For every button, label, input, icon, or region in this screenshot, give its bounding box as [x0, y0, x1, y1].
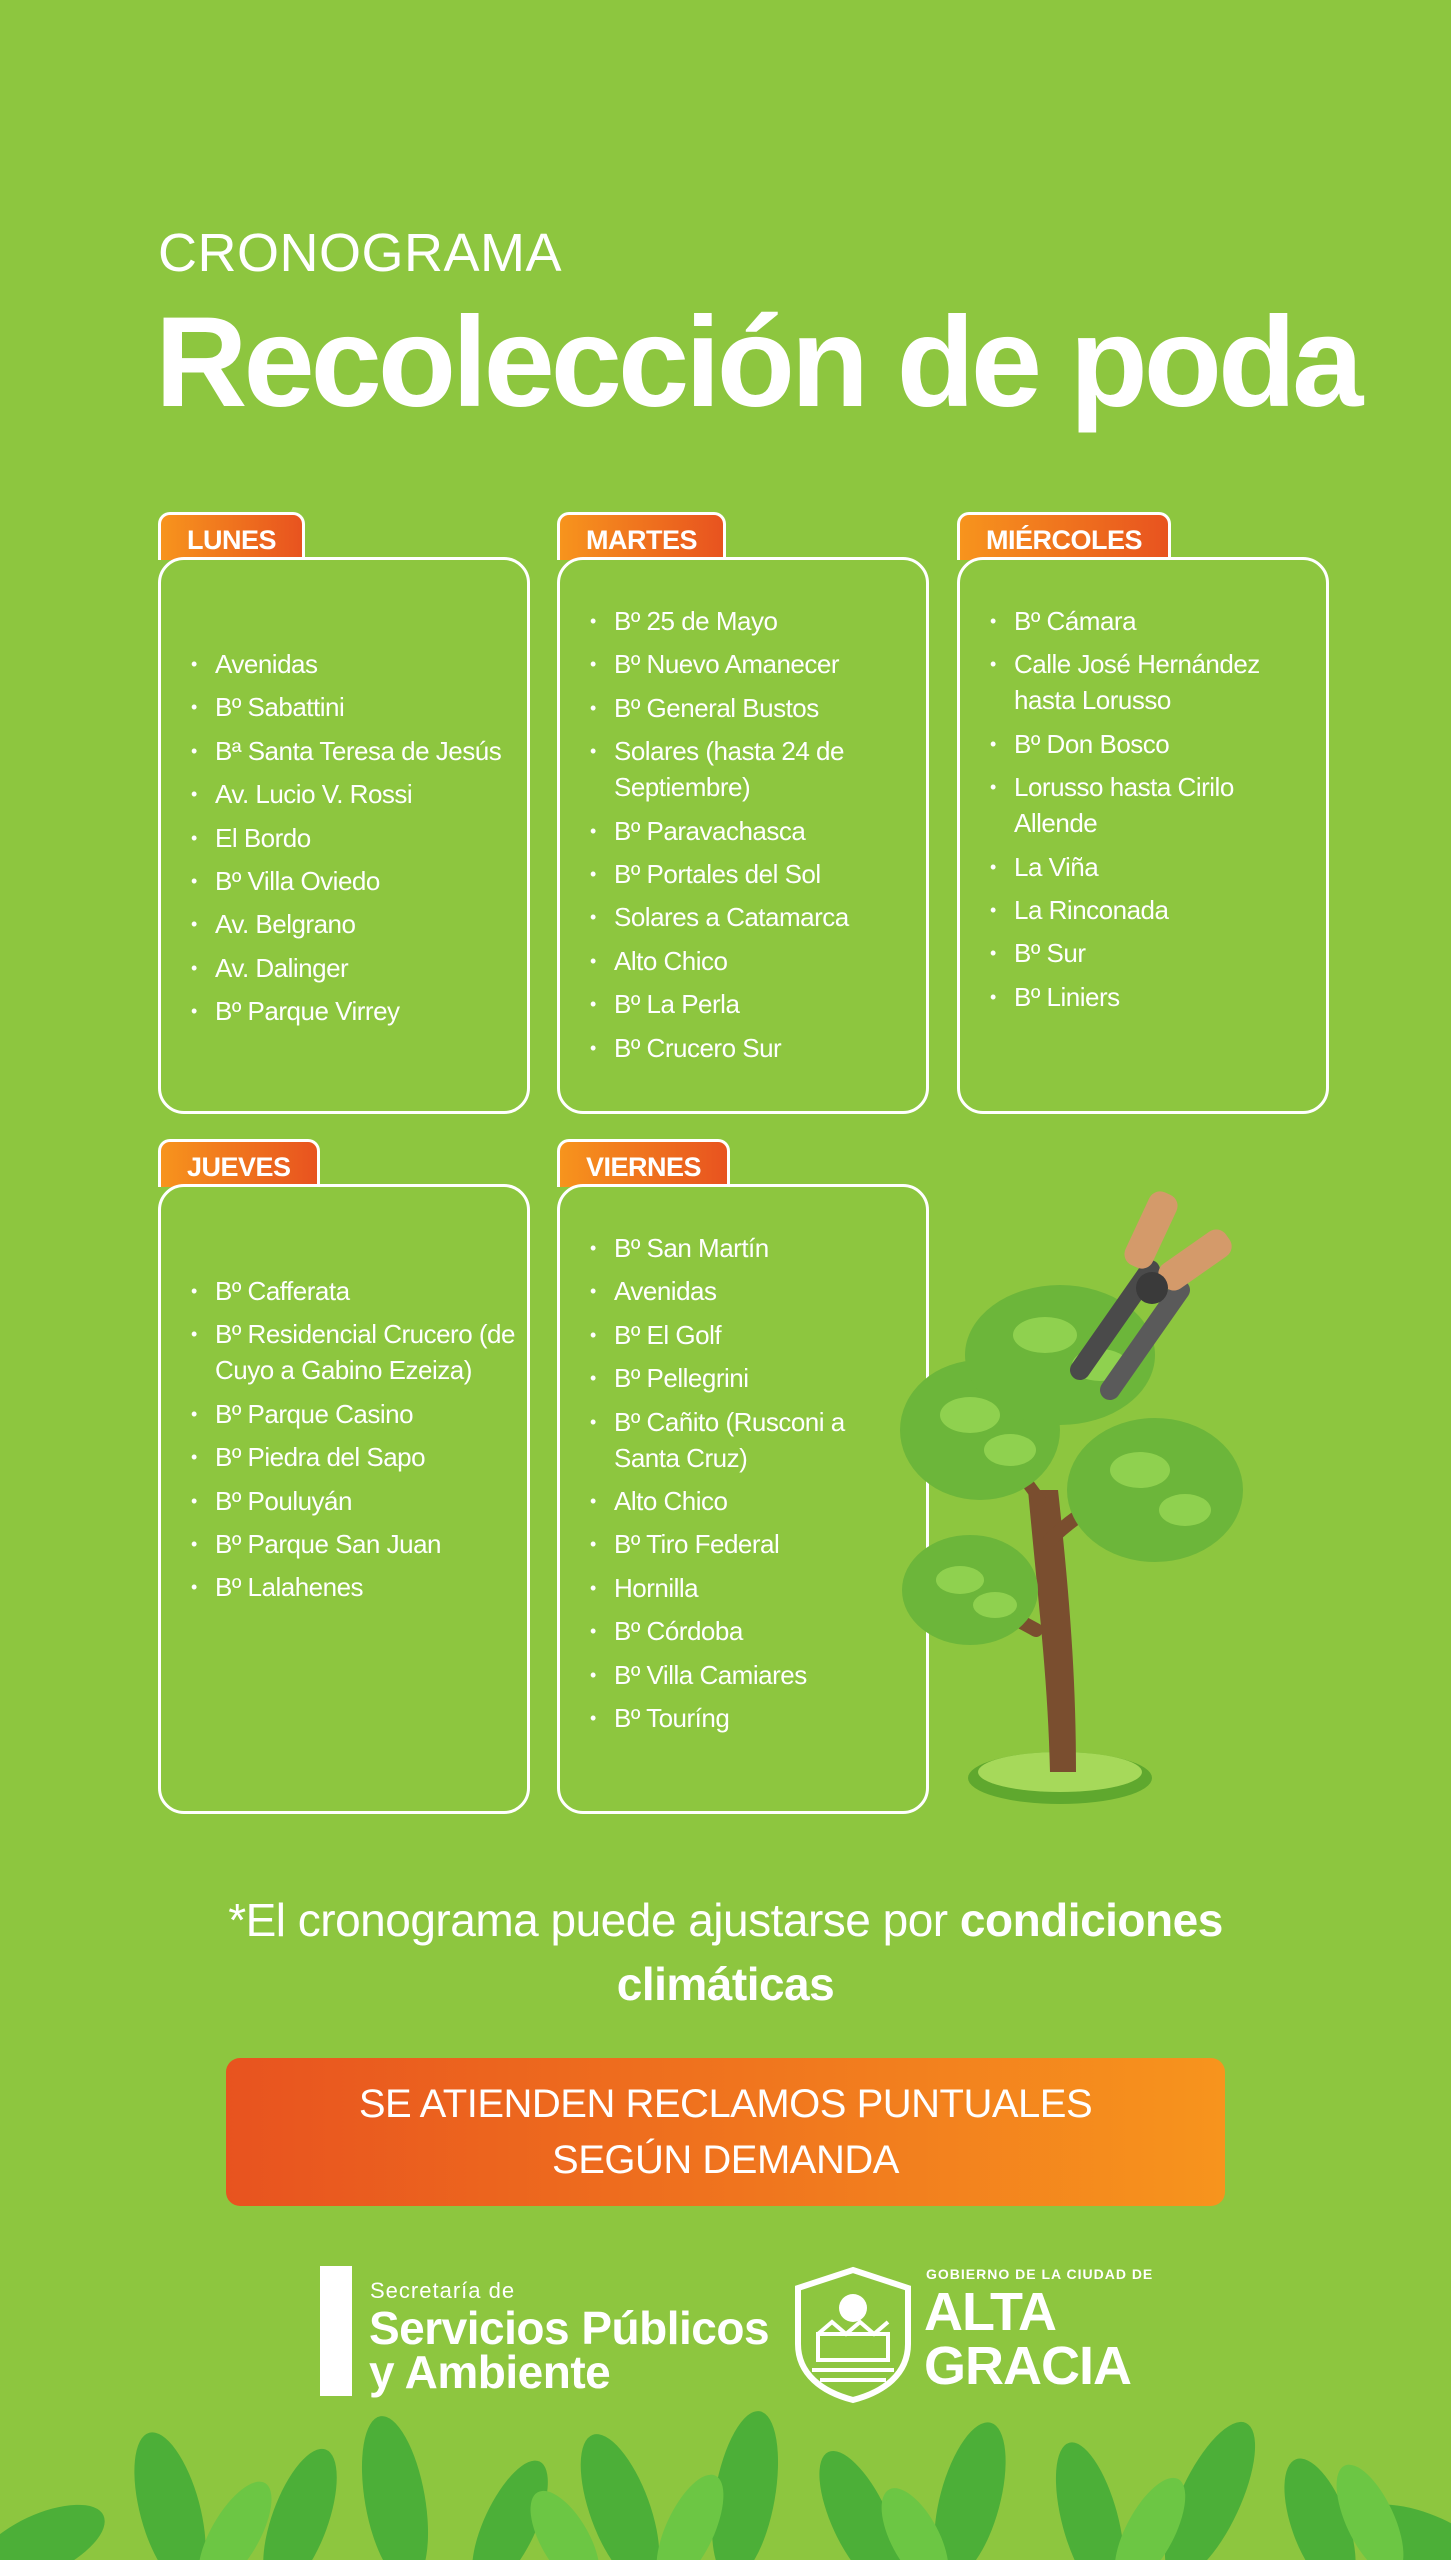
list-item: • Bº Sur [990, 935, 1314, 971]
list-item: • Solares (hasta 24 de Septiembre) [590, 733, 914, 805]
tree-with-pruning-shears-icon [880, 1160, 1320, 1820]
list-item: • Bº Parque Virrey [191, 993, 515, 1029]
list-item: • Bº Villa Camiares [590, 1657, 914, 1693]
list-item: • El Bordo [191, 820, 515, 856]
gov-line-2: GRACIA [924, 2336, 1131, 2396]
note-prefix: *El cronograma puede ajustarse por [228, 1894, 960, 1946]
list-item: • Av. Lucio V. Rossi [191, 776, 515, 812]
list-item: • Bº Lalahenes [191, 1569, 515, 1605]
banner-line-1: SE ATIENDEN RECLAMOS PUNTUALES [358, 2082, 1093, 2126]
list-item: • Bº Parque San Juan [191, 1526, 515, 1562]
gov-name [924, 2282, 1131, 2396]
page-title: Recolección de poda [155, 291, 1360, 434]
secretaria-name [369, 2302, 770, 2398]
banner-line-2: SEGÚN DEMANDA [552, 2138, 899, 2182]
list-item: • Alto Chico [590, 943, 914, 979]
list-item: • Alto Chico [590, 1483, 914, 1519]
day-card-martes [557, 557, 929, 1114]
tab-viernes [557, 1139, 730, 1187]
list-item: • Bº Portales del Sol [590, 856, 914, 892]
list-item: • Bº Crucero Sur [590, 1030, 914, 1066]
list-item: • Bº Villa Oviedo [191, 863, 515, 899]
tab-jueves [158, 1139, 320, 1187]
list-item: • Bº Pellegrini [590, 1360, 914, 1396]
day-card-miercoles [957, 557, 1329, 1114]
tab-martes-label: MARTES [586, 525, 697, 555]
list-item: • Bº General Bustos [590, 690, 914, 726]
list-miercoles [990, 603, 1314, 1022]
list-item: • Bº Parque Casino [191, 1396, 515, 1432]
day-card-jueves [158, 1184, 530, 1814]
list-item: • Solares a Catamarca [590, 899, 914, 935]
day-card-lunes [158, 557, 530, 1114]
tab-lunes [158, 512, 305, 560]
list-item: • Bº Cafferata [191, 1273, 515, 1309]
gov-small: GOBIERNO DE LA CIUDAD DE [926, 2266, 1154, 2282]
list-item: • Bº Córdoba [590, 1613, 914, 1649]
list-item: • Bº Sabattini [191, 689, 515, 725]
list-lunes [191, 646, 515, 1037]
list-item: • Bº Don Bosco [990, 726, 1314, 762]
list-item: • Bª Santa Teresa de Jesús [191, 733, 515, 769]
page-kicker: CRONOGRAMA [158, 223, 563, 283]
list-item: • Bº San Martín [590, 1230, 914, 1266]
list-jueves [191, 1273, 515, 1613]
list-item: • Bº Cañito (Rusconi a Santa Cruz) [590, 1404, 914, 1476]
list-item: • Bº Pouluyán [191, 1483, 515, 1519]
list-item: • Av. Belgrano [191, 906, 515, 942]
list-item: • Bº Nuevo Amanecer [590, 646, 914, 682]
note-bold: condiciones climáticas [616, 1894, 1223, 2010]
schedule-note [160, 1888, 1291, 2016]
list-item: • Bº Paravachasca [590, 813, 914, 849]
day-card-viernes [557, 1184, 929, 1814]
list-item: • Avenidas [191, 646, 515, 682]
list-item: • Bº Tiro Federal [590, 1526, 914, 1562]
tab-martes [557, 512, 726, 560]
list-item: • La Rinconada [990, 892, 1314, 928]
list-item: • Bº Cámara [990, 603, 1314, 639]
tab-miercoles [957, 512, 1171, 560]
secretaria-small: Secretaría de [370, 2278, 516, 2303]
gov-line-1: ALTA [924, 2282, 1056, 2342]
list-item: • Bº La Perla [590, 986, 914, 1022]
list-item: • Bº Liniers [990, 979, 1314, 1015]
tab-lunes-label: LUNES [187, 525, 277, 555]
secretaria-bar [320, 2266, 352, 2396]
list-item: • Calle José Hernández hasta Lorusso [990, 646, 1314, 718]
tab-jueves-label: JUEVES [187, 1152, 291, 1182]
city-shield-icon [792, 2266, 914, 2404]
list-item: • Bº Residencial Crucero (de Cuyo a Gabino Ezeiza) [191, 1316, 515, 1388]
list-item: • Bº Touríng [590, 1700, 914, 1736]
tab-viernes-label: VIERNES [586, 1152, 702, 1182]
list-item: • La Viña [990, 849, 1314, 885]
claims-banner [226, 2058, 1225, 2206]
list-item: • Hornilla [590, 1570, 914, 1606]
list-item: • Av. Dalinger [191, 950, 515, 986]
list-item: • Bº 25 de Mayo [590, 603, 914, 639]
list-martes [590, 603, 914, 1073]
tab-miercoles-label: MIÉRCOLES [986, 525, 1143, 555]
list-item: • Lorusso hasta Cirilo Allende [990, 769, 1314, 841]
secretaria-line-2: y Ambiente [369, 2346, 611, 2398]
list-item: • Bº Piedra del Sapo [191, 1439, 515, 1475]
list-viernes [590, 1230, 914, 1743]
list-item: • Avenidas [590, 1273, 914, 1309]
list-item: • Bº El Golf [590, 1317, 914, 1353]
secretaria-line-1: Servicios Públicos [369, 2302, 770, 2354]
